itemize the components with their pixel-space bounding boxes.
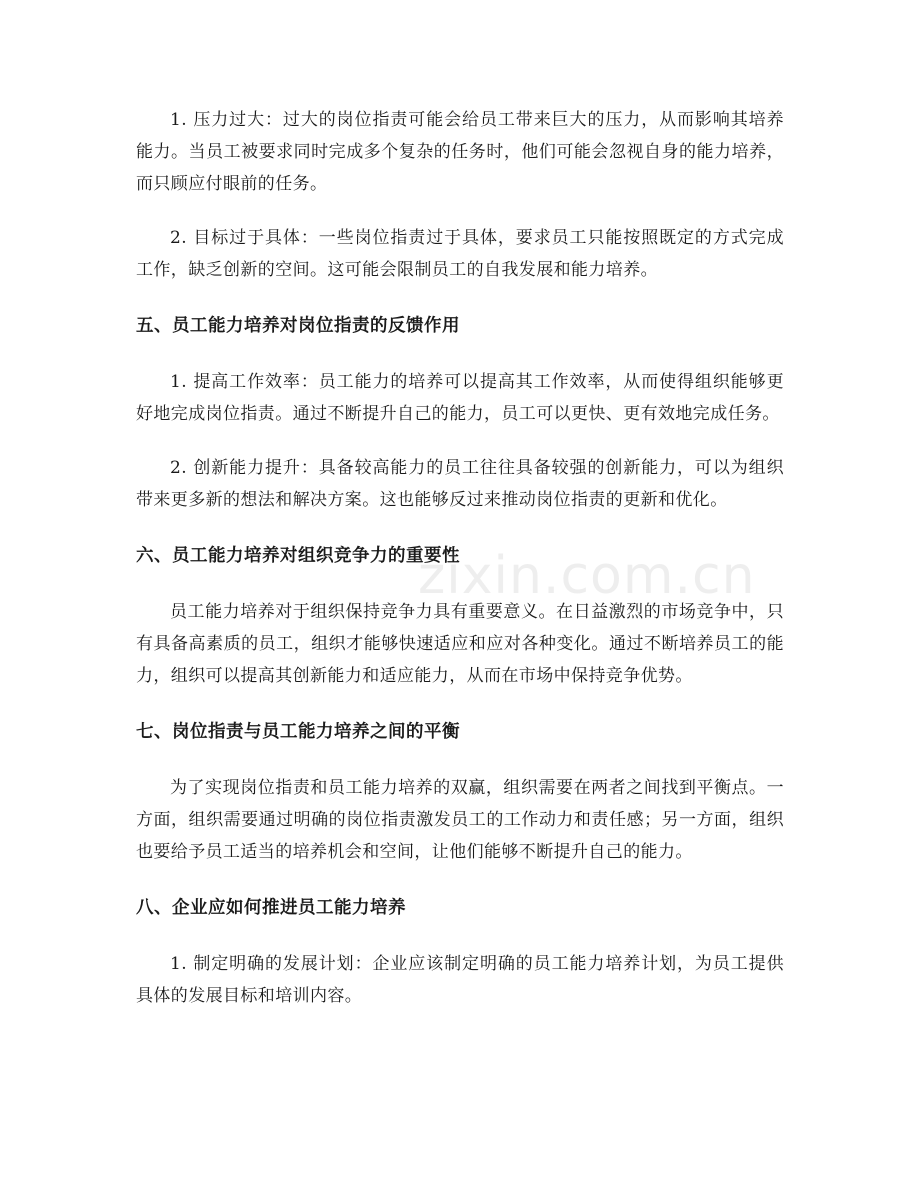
paragraph: 2. 创新能力提升：具备较高能力的员工往往具备较强的创新能力，可以为组织带来更多新的想法和解决方案。这也能够反过来推动岗位指责的更新和优化。 [136,458,784,510]
section-heading: 五、员工能力培养对岗位指责的反馈作用 [136,316,460,336]
paragraph: 1. 压力过大：过大的岗位指责可能会给员工带来巨大的压力，从而影响其培养能力。当员工被要求同时完成多个复杂的任务时，他们可能会忽视自身的能力培养，而只顾应付眼前的任务。 [136,110,784,194]
paragraph: 员工能力培养对于组织保持竞争力具有重要意义。在日益激烈的市场竞争中，只有具备高素质的员工，组织才能够快速适应和应对各种变化。通过不断培养员工的能力，组织可以提高其创新能力和适应能力，从而在市场中保持竞争优势。 [136,602,784,686]
paragraph: 为了实现岗位指责和员工能力培养的双赢，组织需要在两者之间找到平衡点。一方面，组织需要通过明确的岗位指责激发员工的工作动力和责任感；另一方面，组织也要给予员工适当的培养机会和空间，让他们能够不断提升自己的能力。 [136,778,784,862]
paragraph: 1. 提高工作效率：员工能力的培养可以提高其工作效率，从而使得组织能够更好地完成岗位指责。通过不断提升自己的能力，员工可以更快、更有效地完成任务。 [136,372,784,424]
paragraph: 1. 制定明确的发展计划：企业应该制定明确的员工能力培养计划，为员工提供具体的发展目标和培训内容。 [136,954,784,1006]
section-heading: 六、员工能力培养对组织竞争力的重要性 [136,546,460,566]
document-body [136,104,784,1012]
section-heading: 七、岗位指责与员工能力培养之间的平衡 [136,722,460,742]
paragraph: 2. 目标过于具体：一些岗位指责过于具体，要求员工只能按照既定的方式完成工作，缺乏创新的空间。这可能会限制员工的自我发展和能力培养。 [136,228,784,280]
section-heading: 八、企业应如何推进员工能力培养 [136,898,406,918]
watermark: zixin.com.cn [418,546,756,606]
